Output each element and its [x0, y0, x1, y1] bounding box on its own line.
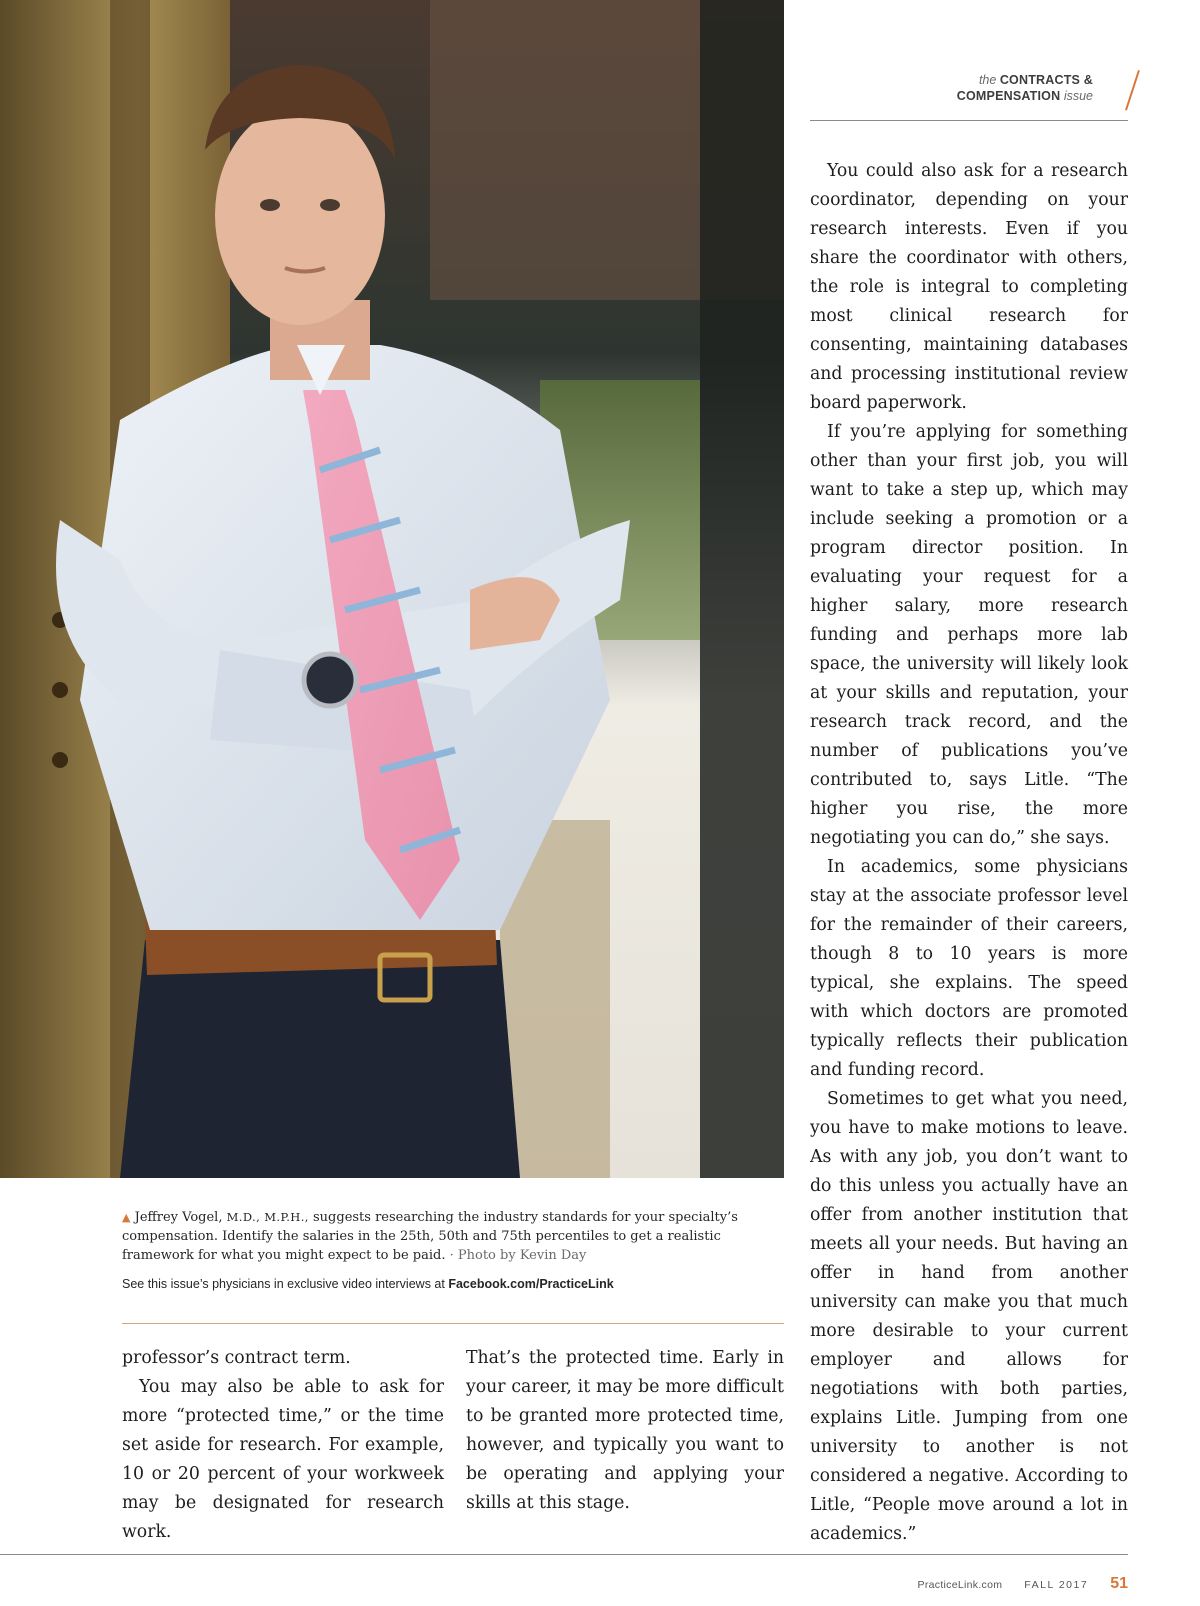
issue-the: the [978, 73, 997, 87]
portrait-photo [0, 0, 784, 1178]
footer-season: FALL 2017 [1024, 1579, 1089, 1591]
caption-name: Jeffrey Vogel, [134, 1210, 223, 1225]
caption-divider [122, 1323, 784, 1324]
paragraph: In academics, some physicians stay at the associate professor level for the remainder of their careers, though 8 to 10 years is more typical, she explains. The speed with which doctors are promoted typically reflects their publication and funding record. [810, 857, 1128, 1080]
caption-triangle-icon: ▲ [122, 1211, 131, 1224]
article-middle-column [466, 1344, 784, 1518]
page-footer [918, 1575, 1128, 1593]
issue-accent-slash [1125, 70, 1140, 111]
photo-caption [122, 1208, 742, 1265]
header-divider [810, 120, 1128, 121]
caption-credentials: M.D., M.P.H., [226, 1210, 309, 1224]
paragraph: If you’re applying for something other than your first job, you will want to take a step up, which may include seeking a promotion or a program director position. In evaluating your request for a higher salary, more research funding and perhaps more lab space, the university will likely look at your skills and reputation, your research track record, and the number of publications you’ve contributed to, says Litle. “The higher you rise, the more negotiating you can do,” she says. [810, 422, 1128, 848]
video-note [122, 1277, 782, 1291]
facebook-link[interactable]: Facebook.com/PracticeLink [448, 1277, 614, 1291]
page-number: 51 [1110, 1575, 1128, 1592]
issue-tag [957, 72, 1093, 104]
issue-title-line2: COMPENSATION [956, 89, 1061, 103]
paragraph: You may also be able to ask for more “protected time,” or the time set aside for research. For example, 10 or 20 percent of your workweek may be designated for research work. [122, 1377, 444, 1542]
photo-credit: · Photo by Kevin Day [449, 1248, 587, 1263]
issue-title-line1: CONTRACTS & [999, 73, 1093, 87]
article-left-column [122, 1344, 444, 1547]
portrait-illustration [0, 0, 784, 1178]
paragraph: That’s the protected time. Early in your career, it may be more difficult to be granted more protected time, however, and typically you want to be operating and applying your skills at this stage. [466, 1348, 784, 1513]
video-note-text: See this issue’s physicians in exclusive video interviews at [122, 1277, 445, 1291]
paragraph: You could also ask for a research coordinator, depending on your research interests. Even if you share the coordinator with others, the role is integral to completing most clinical research for consenting, maintaining databases and processing institutional review board paperwork. [810, 161, 1128, 413]
footer-site: PracticeLink.com [917, 1579, 1003, 1591]
footer-divider [0, 1554, 1128, 1555]
caption-text: suggests researching the industry standards for your specialty’s compensation. Identify the salaries in the 25th, 50th and 75th percentiles to get a realistic framework for what you might expect to be paid. [122, 1210, 738, 1263]
paragraph: professor’s contract term. [122, 1348, 351, 1368]
issue-word: issue [1063, 89, 1093, 103]
article-right-column [810, 157, 1128, 1549]
paragraph: Sometimes to get what you need, you have to make motions to leave. As with any job, you don’t want to do this unless you actually have an offer from another institution that meets all your needs. But having an offer in hand from another university can make you that much more desirable to your current employer and allows for negotiations with both parties, explains Litle. Jumping from one university to another is not considered a negative. According to Litle, “People move around a lot in academics.” [810, 1089, 1128, 1544]
